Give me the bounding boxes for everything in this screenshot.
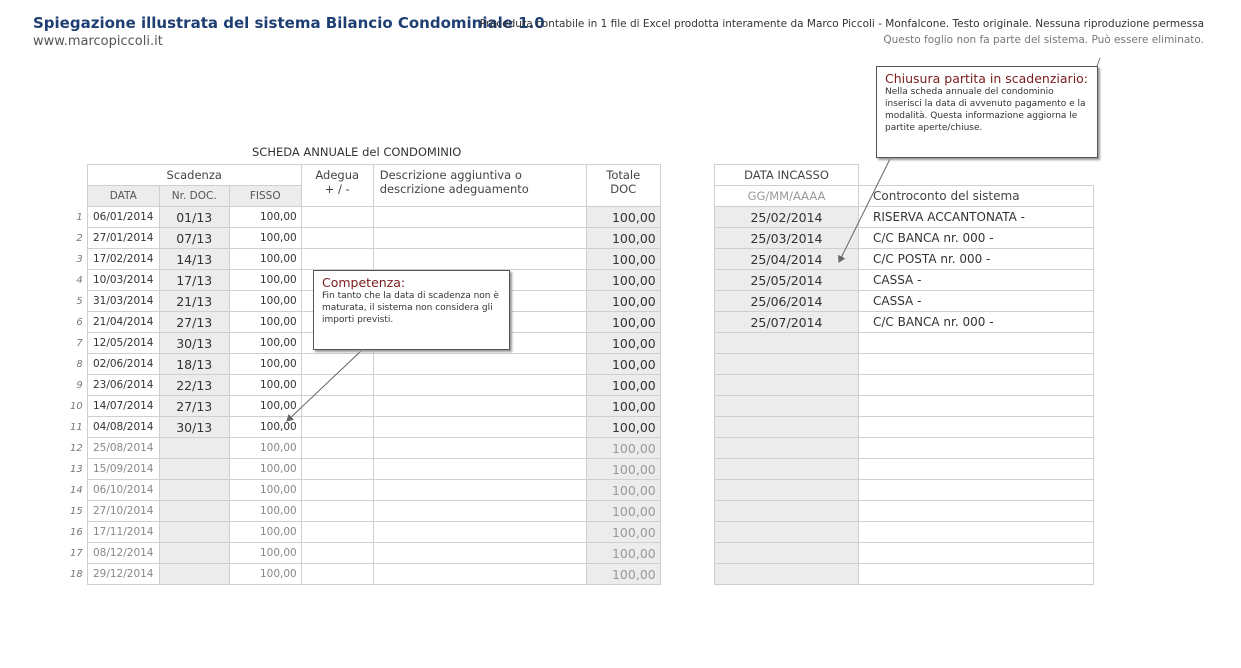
row-number: 14: [70, 484, 83, 496]
fisso-cell[interactable]: 100,00: [229, 291, 301, 312]
totale-cell: 100,00: [586, 438, 660, 459]
scadenza-date-cell[interactable]: 04/08/2014: [87, 417, 159, 438]
totale-cell: 100,00: [586, 480, 660, 501]
totale-cell: 100,00: [586, 501, 660, 522]
scadenza-date-cell[interactable]: 27/01/2014: [87, 228, 159, 249]
row-number: 11: [70, 421, 83, 433]
scadenza-date-cell[interactable]: 23/06/2014: [87, 375, 159, 396]
scadenza-date-cell[interactable]: 21/04/2014: [87, 312, 159, 333]
fisso-cell[interactable]: 100,00: [229, 396, 301, 417]
fisso-cell[interactable]: 100,00: [229, 417, 301, 438]
header-totale: Totale DOC: [586, 165, 660, 207]
leader-line: [1097, 58, 1100, 66]
nrdoc-cell[interactable]: 27/13: [159, 396, 229, 417]
scadenza-date-cell[interactable]: 17/11/2014: [87, 522, 159, 543]
nrdoc-cell[interactable]: 27/13: [159, 312, 229, 333]
fisso-cell[interactable]: 100,00: [229, 270, 301, 291]
totale-cell: 100,00: [586, 522, 660, 543]
scadenza-date-cell[interactable]: 02/06/2014: [87, 354, 159, 375]
callout-chiusura-title: Chiusura partita in scadenziario:: [885, 71, 1089, 86]
callout-chiusura: [876, 66, 1098, 158]
fisso-cell[interactable]: 100,00: [229, 375, 301, 396]
totale-cell: 100,00: [586, 207, 660, 228]
nrdoc-cell[interactable]: 07/13: [159, 228, 229, 249]
row-number: 4: [76, 274, 83, 286]
fisso-cell[interactable]: 100,00: [229, 438, 301, 459]
totale-cell: 100,00: [586, 396, 660, 417]
totale-cell: 100,00: [586, 417, 660, 438]
row-number: 10: [70, 400, 83, 412]
row-number: 6: [76, 316, 83, 328]
header-adegua: Adegua + / -: [301, 165, 373, 207]
header-nrdoc: Nr. DOC.: [159, 186, 229, 207]
scadenza-date-cell[interactable]: 08/12/2014: [87, 543, 159, 564]
nrdoc-cell[interactable]: 30/13: [159, 333, 229, 354]
controconto-cell[interactable]: C/C BANCA nr. 000 -: [859, 312, 1094, 333]
controconto-cell[interactable]: C/C POSTA nr. 000 -: [859, 249, 1094, 270]
header-controconto: Controconto del sistema: [859, 186, 1094, 207]
row-number: 5: [76, 295, 83, 307]
header-descrizione: Descrizione aggiuntiva o descrizione adeguamento: [373, 165, 586, 207]
row-number: 3: [76, 253, 83, 265]
removable-note: Questo foglio non fa parte del sistema. Può essere eliminato.: [883, 34, 1204, 46]
totale-cell: 100,00: [586, 564, 660, 585]
callout-competenza-body: Fin tanto che la data di scadenza non è maturata, il sistema non considera gli importi previsti.: [322, 291, 499, 325]
row-number: 18: [70, 568, 83, 580]
fisso-cell[interactable]: 100,00: [229, 333, 301, 354]
incasso-date-cell[interactable]: 25/06/2014: [715, 291, 859, 312]
header-scadenza: Scadenza: [87, 165, 301, 186]
controconto-cell[interactable]: C/C BANCA nr. 000 -: [859, 228, 1094, 249]
header-data: DATA: [87, 186, 159, 207]
scadenza-date-cell[interactable]: 31/03/2014: [87, 291, 159, 312]
scadenza-date-cell[interactable]: 25/08/2014: [87, 438, 159, 459]
totale-cell: 100,00: [586, 354, 660, 375]
row-number: 16: [70, 526, 83, 538]
copyright-note: Procedura contabile in 1 file di Excel prodotta interamente da Marco Piccoli - Monfalcone. Testo originale. Nessuna riproduzione permessa: [479, 18, 1204, 30]
callout-competenza: [313, 270, 510, 350]
page-title: Spiegazione illustrata del sistema Bilancio Condominiale 1.0: [33, 14, 545, 32]
controconto-cell[interactable]: CASSA -: [859, 291, 1094, 312]
row-number: 2: [76, 232, 83, 244]
fisso-cell[interactable]: 100,00: [229, 312, 301, 333]
site-url: www.marcopiccoli.it: [33, 34, 163, 49]
row-number: 9: [76, 379, 83, 391]
scadenza-date-cell[interactable]: 12/05/2014: [87, 333, 159, 354]
row-number: 1: [76, 211, 83, 223]
totale-cell: 100,00: [586, 543, 660, 564]
row-number: 15: [70, 505, 83, 517]
row-number: 7: [76, 337, 83, 349]
scadenza-date-cell[interactable]: 15/09/2014: [87, 459, 159, 480]
incasso-date-cell[interactable]: 25/03/2014: [715, 228, 859, 249]
scheda-title: SCHEDA ANNUALE del CONDOMINIO: [252, 145, 462, 159]
incasso-date-cell[interactable]: 25/02/2014: [715, 207, 859, 228]
totale-cell: 100,00: [586, 249, 660, 270]
header-data-incasso: DATA INCASSO: [715, 165, 859, 186]
scadenza-date-cell[interactable]: 27/10/2014: [87, 501, 159, 522]
nrdoc-cell[interactable]: 30/13: [159, 417, 229, 438]
scadenza-date-cell[interactable]: 17/02/2014: [87, 249, 159, 270]
fisso-cell[interactable]: 100,00: [229, 354, 301, 375]
nrdoc-cell[interactable]: 18/13: [159, 354, 229, 375]
competenza-arrow: [287, 350, 362, 421]
fisso-cell[interactable]: 100,00: [229, 207, 301, 228]
fisso-cell[interactable]: 100,00: [229, 228, 301, 249]
row-number: 17: [70, 547, 83, 559]
chiusura-arrow: [839, 159, 890, 262]
incasso-date-cell[interactable]: 25/05/2014: [715, 270, 859, 291]
scadenza-date-cell[interactable]: 06/01/2014: [87, 207, 159, 228]
controconto-cell[interactable]: CASSA -: [859, 270, 1094, 291]
nrdoc-cell[interactable]: 21/13: [159, 291, 229, 312]
totale-cell: 100,00: [586, 333, 660, 354]
header-date-format: GG/MM/AAAA: [715, 186, 859, 207]
totale-cell: 100,00: [586, 375, 660, 396]
totale-cell: 100,00: [586, 270, 660, 291]
callout-competenza-title: Competenza:: [322, 275, 406, 290]
scadenza-date-cell[interactable]: 14/07/2014: [87, 396, 159, 417]
controconto-cell[interactable]: RISERVA ACCANTONATA -: [859, 207, 1094, 228]
totale-cell: 100,00: [586, 312, 660, 333]
scadenza-date-cell[interactable]: 10/03/2014: [87, 270, 159, 291]
fisso-cell[interactable]: 100,00: [229, 249, 301, 270]
nrdoc-cell[interactable]: 22/13: [159, 375, 229, 396]
fisso-cell[interactable]: 100,00: [229, 522, 301, 543]
nrdoc-cell[interactable]: 14/13: [159, 249, 229, 270]
row-number: 12: [70, 442, 83, 454]
incasso-date-cell[interactable]: 25/07/2014: [715, 312, 859, 333]
row-number: 13: [70, 463, 83, 475]
fisso-cell[interactable]: 100,00: [229, 480, 301, 501]
header-fisso: FISSO: [229, 186, 301, 207]
totale-cell: 100,00: [586, 291, 660, 312]
fisso-cell[interactable]: 100,00: [229, 543, 301, 564]
fisso-cell[interactable]: 100,00: [229, 459, 301, 480]
row-number: 8: [76, 358, 83, 370]
totale-cell: 100,00: [586, 228, 660, 249]
fisso-cell[interactable]: 100,00: [229, 564, 301, 585]
incasso-date-cell[interactable]: 25/04/2014: [715, 249, 859, 270]
nrdoc-cell[interactable]: 01/13: [159, 207, 229, 228]
scadenza-date-cell[interactable]: 29/12/2014: [87, 564, 159, 585]
callout-chiusura-body: Nella scheda annuale del condominio inserisci la data di avvenuto pagamento e la modalità. Questa informazione aggiorna le partite aperte/chiuse.: [885, 87, 1086, 133]
nrdoc-cell[interactable]: 17/13: [159, 270, 229, 291]
totale-cell: 100,00: [586, 459, 660, 480]
scadenza-date-cell[interactable]: 06/10/2014: [87, 480, 159, 501]
fisso-cell[interactable]: 100,00: [229, 501, 301, 522]
